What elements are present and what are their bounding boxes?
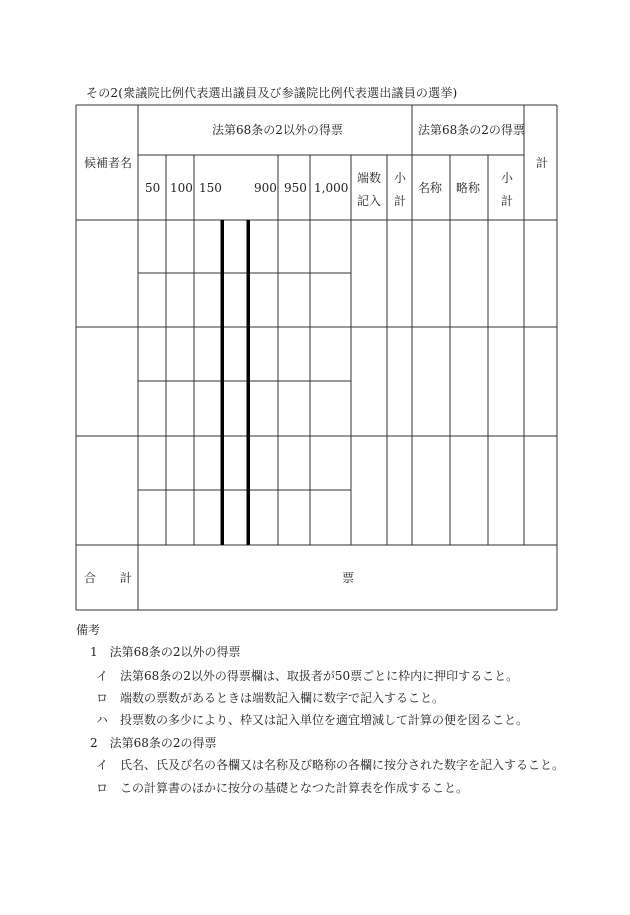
header-sec2-votes: 法第68条の2の得票 (418, 123, 525, 137)
note-1-ha: ハ 投票数の多少により、枠又は記入単位を適宜増減して計算の便を図ること。 (96, 713, 529, 727)
col-50: 50 (145, 181, 161, 195)
note-2-ro: ロ この計算書のほかに按分の基礎となつた計算表を作成すること。 (96, 781, 469, 795)
note-section-2: 2 法第68条の2の得票 (90, 736, 217, 750)
col-150: 150 (199, 181, 222, 195)
footer-total-label-2: 計 (120, 571, 133, 585)
col-fraction-line2: 記入 (357, 194, 382, 208)
col-party-abbrev: 略称 (456, 181, 481, 195)
header-grand-total: 計 (536, 156, 549, 170)
col-subtotal2-line2: 計 (501, 194, 514, 208)
note-section-1: 1 法第68条の2以外の得票 (90, 645, 241, 659)
col-party-name: 名称 (418, 181, 443, 195)
form-title: その2(衆議院比例代表選出議員及び参議院比例代表選出議員の選挙) (86, 86, 458, 100)
footer-votes-label: 票 (342, 571, 355, 585)
footer-total-label-1: 合 (84, 571, 97, 585)
note-2-i: イ 氏名、氏及び名の各欄又は名称及び略称の各欄に按分された数字を記入すること。 (96, 758, 565, 772)
note-1-ro: ロ 端数の票数があるときは端数記入欄に数字で記入すること。 (96, 691, 445, 705)
col-900: 900 (254, 181, 277, 195)
col-fraction-line1: 端数 (357, 171, 382, 185)
header-non-sec2-votes: 法第68条の2以外の得票 (212, 123, 343, 137)
col-subtotal-line2: 計 (394, 194, 407, 208)
col-subtotal2-line1: 小 (501, 171, 514, 185)
col-1000: 1,000 (314, 181, 349, 195)
col-950: 950 (284, 181, 307, 195)
notes-heading: 備考 (76, 623, 101, 637)
note-1-i: イ 法第68条の2以外の得票欄は、取扱者が50票ごとに枠内に押印すること。 (96, 669, 519, 683)
col-100: 100 (170, 181, 193, 195)
header-candidate-name: 候補者名 (84, 156, 133, 170)
col-subtotal-line1: 小 (394, 171, 407, 185)
